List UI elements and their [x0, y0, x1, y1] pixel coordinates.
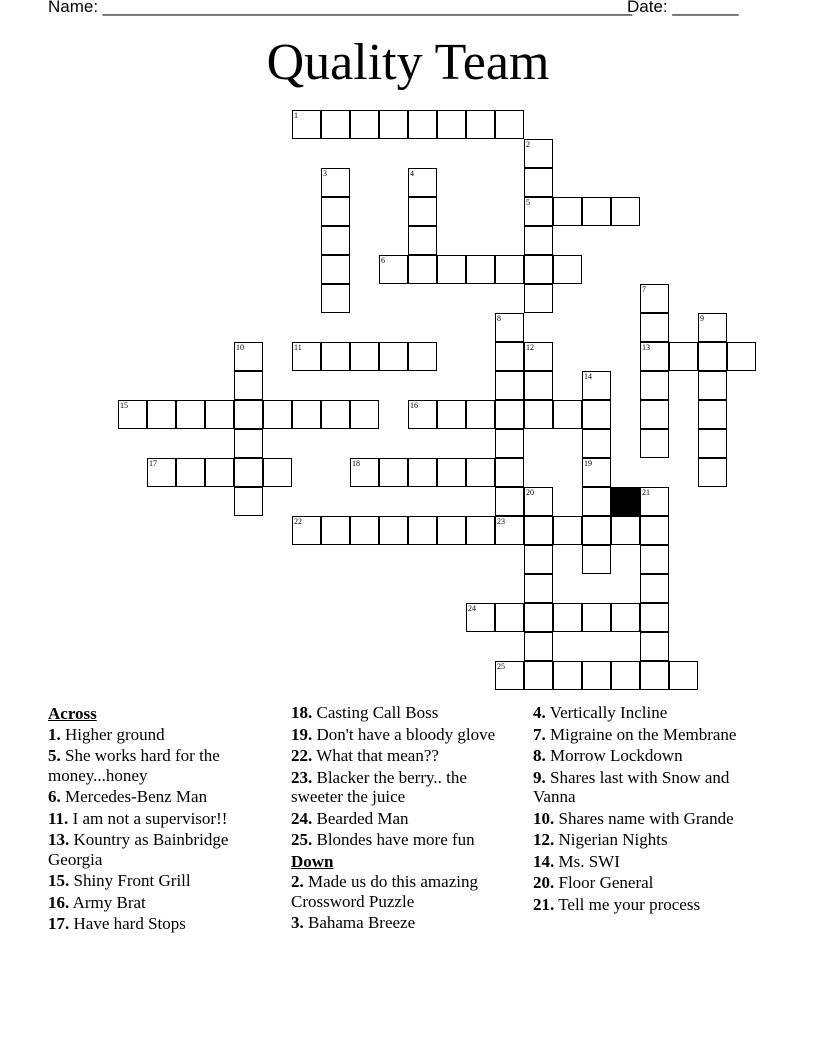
clue-number: 1: [294, 111, 298, 120]
across-clue: 18. Casting Call Boss: [291, 703, 439, 722]
grid-cell[interactable]: [524, 574, 553, 603]
grid-cell[interactable]: [408, 255, 437, 284]
grid-cell[interactable]: [408, 400, 437, 429]
grid-cell[interactable]: [437, 516, 466, 545]
grid-cell[interactable]: [350, 516, 379, 545]
grid-cell[interactable]: [147, 400, 176, 429]
grid-cell[interactable]: [640, 603, 669, 632]
clue-number: 12: [526, 343, 534, 352]
across-clue: 1. Higher ground: [48, 724, 165, 744]
grid-cell[interactable]: [379, 458, 408, 487]
clue-number: 25: [497, 662, 505, 671]
grid-cell[interactable]: [553, 661, 582, 690]
grid-cell[interactable]: [582, 545, 611, 574]
clue-number: 19: [584, 459, 592, 468]
grid-cell[interactable]: [611, 661, 640, 690]
grid-cell[interactable]: [234, 429, 263, 458]
grid-cell[interactable]: [582, 400, 611, 429]
grid-cell[interactable]: [640, 574, 669, 603]
down-clue: 3. Bahama Breeze: [291, 913, 416, 932]
grid-cell[interactable]: [350, 342, 379, 371]
grid-cell[interactable]: [437, 110, 466, 139]
grid-cell[interactable]: [466, 458, 495, 487]
grid-cell[interactable]: [350, 110, 379, 139]
grid-cell[interactable]: [495, 400, 524, 429]
clue-number: 6: [381, 256, 385, 265]
down-clue: 12. Nigerian Nights: [533, 830, 668, 849]
grid-cell[interactable]: [640, 284, 669, 313]
date-field[interactable]: Date: _______: [627, 0, 739, 16]
clue-number: 10: [236, 343, 244, 352]
down-clue: 4. Vertically Incline: [533, 703, 668, 722]
grid-cell[interactable]: [321, 400, 350, 429]
grid-cell[interactable]: [553, 255, 582, 284]
clue-number: 14: [584, 372, 592, 381]
down-clue: 10. Shares name with Grande: [533, 808, 734, 828]
clue-number: 20: [526, 488, 534, 497]
name-field[interactable]: Name: ________________________________________________________: [48, 0, 633, 16]
grid-cell[interactable]: [698, 342, 727, 371]
grid-cell[interactable]: [176, 400, 205, 429]
grid-cell[interactable]: [553, 197, 582, 226]
grid-cell[interactable]: [466, 603, 495, 632]
grid-cell[interactable]: [234, 458, 263, 487]
across-clue: 6. Mercedes-Benz Man: [48, 787, 208, 806]
grid-cell[interactable]: [524, 342, 553, 371]
grid-cell[interactable]: [640, 400, 669, 429]
grid-cell[interactable]: [640, 632, 669, 661]
grid-cell[interactable]: [524, 400, 553, 429]
grid-cell[interactable]: [582, 458, 611, 487]
grid-cell[interactable]: [524, 661, 553, 690]
page-title: Quality Team: [266, 34, 550, 91]
grid-cell[interactable]: [698, 429, 727, 458]
grid-cell[interactable]: [524, 139, 553, 168]
down-clue: 20. Floor General: [533, 873, 654, 892]
clue-column-2: [291, 703, 523, 935]
grid-cell[interactable]: [640, 313, 669, 342]
across-clue: 24. Bearded Man: [291, 808, 409, 828]
down-clue: 14. Ms. SWI: [533, 851, 620, 871]
grid-cell[interactable]: [321, 516, 350, 545]
grid-cell[interactable]: [321, 255, 350, 284]
grid-cell[interactable]: [147, 458, 176, 487]
grid-cell[interactable]: [408, 516, 437, 545]
grid-cell[interactable]: [466, 255, 495, 284]
grid-cell[interactable]: [698, 313, 727, 342]
grid-cell[interactable]: [379, 516, 408, 545]
across-clue: 5. She works hard for the money...honey: [48, 746, 220, 785]
grid-cell[interactable]: [524, 516, 553, 545]
grid-cell[interactable]: [205, 400, 234, 429]
grid-cell[interactable]: [466, 400, 495, 429]
clue-number: 17: [149, 459, 157, 468]
grid-cell[interactable]: [582, 661, 611, 690]
grid-cell[interactable]: [640, 487, 669, 516]
grid-cell[interactable]: [553, 516, 582, 545]
across-heading: Across: [48, 704, 97, 723]
grid-cell[interactable]: [495, 342, 524, 371]
grid-cell[interactable]: [234, 342, 263, 371]
grid-cell[interactable]: [524, 255, 553, 284]
grid-cell[interactable]: [611, 603, 640, 632]
grid-cell[interactable]: [495, 458, 524, 487]
grid-cell[interactable]: [495, 371, 524, 400]
grid-cell[interactable]: [408, 110, 437, 139]
grid-cell[interactable]: [640, 516, 669, 545]
blocked-cell: [611, 487, 640, 516]
down-heading: Down: [291, 851, 334, 871]
grid-cell[interactable]: [495, 429, 524, 458]
grid-cell[interactable]: [408, 197, 437, 226]
grid-cell[interactable]: [321, 342, 350, 371]
grid-cell[interactable]: [321, 197, 350, 226]
grid-cell[interactable]: [408, 342, 437, 371]
grid-cell[interactable]: [698, 458, 727, 487]
clue-number: 2: [526, 140, 530, 149]
across-clue: 16. Army Brat: [48, 892, 146, 912]
across-clue: 13. Kountry as Bainbridge Georgia: [48, 830, 229, 869]
grid-cell[interactable]: [466, 516, 495, 545]
grid-cell[interactable]: [118, 400, 147, 429]
clue-number: 22: [294, 517, 302, 526]
down-clue: 7. Migraine on the Membrane: [533, 724, 737, 744]
grid-cell[interactable]: [466, 110, 495, 139]
grid-cell[interactable]: [263, 400, 292, 429]
clue-number: 7: [642, 285, 646, 294]
grid-cell[interactable]: [524, 487, 553, 516]
grid-cell[interactable]: [234, 487, 263, 516]
grid-cell[interactable]: [495, 110, 524, 139]
grid-cell[interactable]: [611, 197, 640, 226]
grid-cell[interactable]: [495, 313, 524, 342]
grid-cell[interactable]: [321, 110, 350, 139]
across-clue: 19. Don't have a bloody glove: [291, 724, 496, 744]
across-clue: 22. What that mean??: [291, 746, 439, 765]
grid-cell[interactable]: [176, 458, 205, 487]
clue-number: 21: [642, 488, 650, 497]
grid-cell[interactable]: [640, 371, 669, 400]
across-clue: 17. Have hard Stops: [48, 914, 186, 933]
grid-cell[interactable]: [698, 400, 727, 429]
grid-cell[interactable]: [524, 371, 553, 400]
grid-cell[interactable]: [727, 342, 756, 371]
grid-cell[interactable]: [553, 603, 582, 632]
grid-cell[interactable]: [321, 284, 350, 313]
grid-cell[interactable]: [292, 342, 321, 371]
grid-cell[interactable]: [379, 342, 408, 371]
grid-cell[interactable]: [350, 458, 379, 487]
grid-cell[interactable]: [437, 255, 466, 284]
down-clue: 9. Shares last with Snow and Vanna: [533, 767, 730, 806]
grid-cell[interactable]: [321, 226, 350, 255]
grid-cell[interactable]: [292, 110, 321, 139]
grid-cell[interactable]: [495, 487, 524, 516]
grid-cell[interactable]: [437, 400, 466, 429]
down-clue: 21. Tell me your process: [533, 894, 701, 914]
grid-cell[interactable]: [640, 545, 669, 574]
grid-cell[interactable]: [234, 371, 263, 400]
grid-cell[interactable]: [582, 487, 611, 516]
grid-cell[interactable]: [611, 516, 640, 545]
clue-number: 24: [468, 604, 476, 613]
clue-number: 13: [642, 343, 650, 352]
grid-cell[interactable]: [263, 458, 292, 487]
grid-cell[interactable]: [669, 342, 698, 371]
grid-cell[interactable]: [495, 603, 524, 632]
grid-cell[interactable]: [524, 632, 553, 661]
clue-number: 3: [323, 169, 327, 178]
grid-cell[interactable]: [698, 371, 727, 400]
across-clue: 15. Shiny Front Grill: [48, 871, 191, 890]
grid-cell[interactable]: [408, 168, 437, 197]
grid-cell[interactable]: [379, 110, 408, 139]
grid-cell[interactable]: [640, 342, 669, 371]
grid-cell[interactable]: [524, 545, 553, 574]
grid-cell[interactable]: [408, 458, 437, 487]
across-clue: 23. Blacker the berry.. the sweeter the juice: [291, 767, 467, 806]
grid-cell[interactable]: [321, 168, 350, 197]
grid-cell[interactable]: [495, 661, 524, 690]
grid-cell[interactable]: [582, 603, 611, 632]
grid-cell[interactable]: [408, 226, 437, 255]
clue-number: 5: [526, 198, 530, 207]
grid-cell[interactable]: [582, 516, 611, 545]
grid-cell[interactable]: [524, 284, 553, 313]
grid-cell[interactable]: [582, 371, 611, 400]
grid-cell[interactable]: [582, 429, 611, 458]
grid-cell[interactable]: [205, 458, 234, 487]
grid-cell[interactable]: [582, 197, 611, 226]
across-clue: 11. I am not a supervisor!!: [48, 808, 228, 828]
grid-cell[interactable]: [292, 516, 321, 545]
grid-cell[interactable]: [640, 661, 669, 690]
grid-cell[interactable]: [292, 400, 321, 429]
grid-cell[interactable]: [524, 197, 553, 226]
grid-cell[interactable]: [553, 400, 582, 429]
clue-number: 4: [410, 169, 414, 178]
grid-cell[interactable]: [350, 400, 379, 429]
clue-number: 23: [497, 517, 505, 526]
clue-column-3: [533, 703, 765, 916]
across-clue: 25. Blondes have more fun: [291, 830, 475, 849]
grid-cell[interactable]: [495, 255, 524, 284]
clue-number: 15: [120, 401, 128, 410]
down-clue: 2. Made us do this amazing Crossword Puzzle: [291, 872, 478, 911]
grid-cell[interactable]: [640, 429, 669, 458]
grid-cell[interactable]: [669, 661, 698, 690]
clue-number: 18: [352, 459, 360, 468]
grid-cell[interactable]: [234, 400, 263, 429]
grid-cell[interactable]: [524, 168, 553, 197]
down-clue: 8. Morrow Lockdown: [533, 746, 683, 765]
grid-cell[interactable]: [437, 458, 466, 487]
clue-number: 11: [294, 343, 302, 352]
clue-number: 9: [700, 314, 704, 323]
grid-cell[interactable]: [524, 603, 553, 632]
clue-number: 16: [410, 401, 418, 410]
grid-cell[interactable]: [379, 255, 408, 284]
grid-cell[interactable]: [524, 226, 553, 255]
clue-number: 8: [497, 314, 501, 323]
clue-column-1: [48, 703, 280, 936]
grid-cell[interactable]: [495, 516, 524, 545]
